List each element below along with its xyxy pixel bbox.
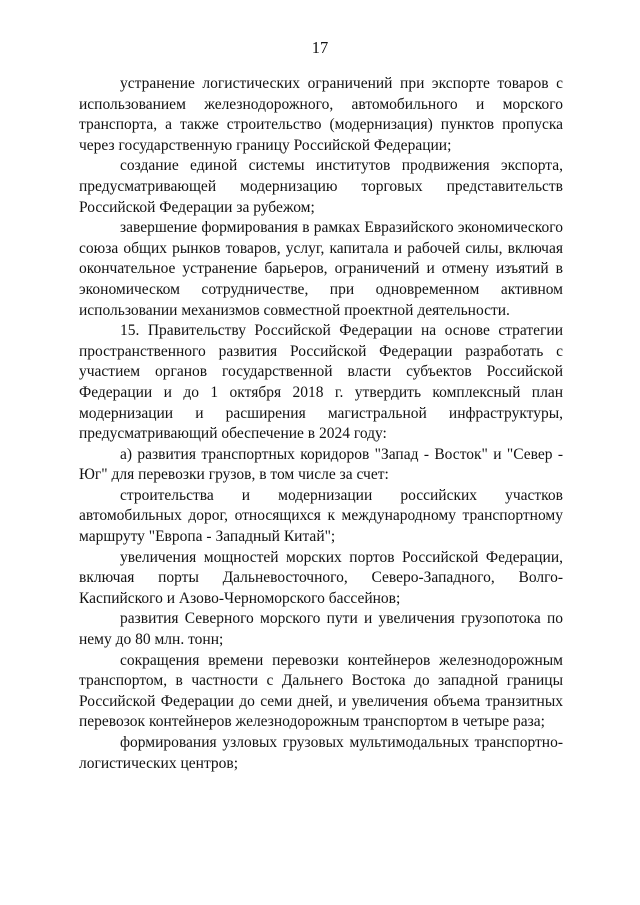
paragraph-seaports-capacity: увеличения мощностей морских портов Российской Федерации, включая порты Дальневосточного, Северо-Западного, Волго-Каспийского и Азово-Черноморского бассейнов;: [79, 548, 563, 607]
page-number: 17: [311, 38, 329, 57]
paragraph-europe-western-china-route: строительства и модернизации российских участков автомобильных дорог, относящихся к международному транспортному маршруту "Европа - Западный Китай";: [79, 486, 563, 546]
paragraph-logistics-restrictions: устранение логистических ограничений при экспорте товаров с использованием железнодорожного, автомобильного и морского транспорта, а также строительство (модернизация) пунктов пропуска через государственную границу Российской Федерации;: [79, 75, 563, 154]
paragraph-item-15-infrastructure-plan: 15. Правительству Российской Федерации на основе стратегии пространственного развития Российской Федерации разработать с участием органов государственной власти субъектов Российской Федерации и до 1 октября 2018 г. утвердить комплексный план модернизации и расширения магистральной инфраструктуры, предусматривающий обеспечение в 2024 году:: [79, 322, 563, 443]
document-body: [79, 74, 563, 774]
paragraph-container-transit: сокращения времени перевозки контейнеров железнодорожным транспортом, в частности с Дальнего Востока до западной границы Российской Федерации до семи дней, и увеличения объема транзитных перевозок контейнеров железнодорожным транспортом в четыре раза;: [79, 651, 563, 731]
paragraph-northern-sea-route: развития Северного морского пути и увеличения грузопотока по нему до 80 млн. тонн;: [79, 610, 563, 649]
paragraph-logistics-centers: формирования узловых грузовых мультимодальных транспортно-логистических центров;: [79, 734, 563, 772]
paragraph-eurasian-union-markets: завершение формирования в рамках Евразийского экономического союза общих рынков товаров, услуг, капитала и рабочей силы, включая окончательное устранение барьеров, ограничений и отмену изъятий в экономическом сотрудничестве, при одновременном активном использовании механизмов совместной проектной деятельности.: [79, 219, 563, 319]
paragraph-export-institutions: создание единой системы институтов продвижения экспорта, предусматривающей модернизацию торговых представительств Российской Федерации за рубежом;: [79, 157, 563, 216]
paragraph-subitem-a-transport-corridors: а) развития транспортных коридоров "Запад - Восток" и "Север - Юг" для перевозки грузов, в том числе за счет:: [79, 445, 563, 484]
